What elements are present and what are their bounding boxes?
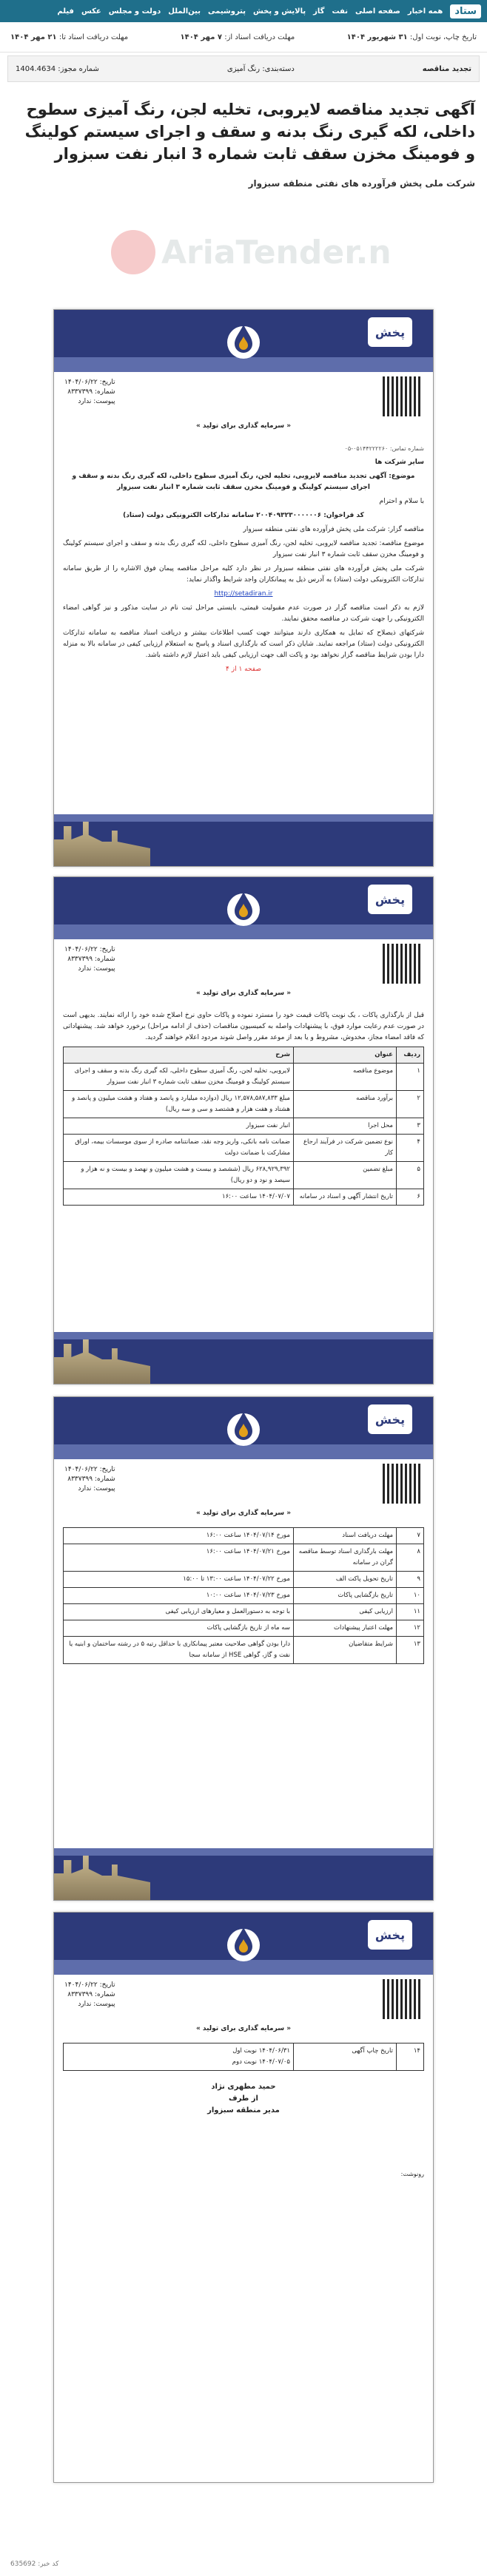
info-bar xyxy=(7,55,480,82)
slogan: « سرمایه گذاری برای تولید » xyxy=(195,2025,292,2032)
top-nav xyxy=(0,0,487,22)
news-id: 635692 :کد خبر xyxy=(10,2560,59,2568)
table-row xyxy=(64,1118,424,1135)
page-meta xyxy=(54,1459,433,1508)
table-cell: ۴ xyxy=(397,1135,424,1162)
table-cell: برآورد مناقصه xyxy=(294,1091,397,1118)
table-row xyxy=(64,1162,424,1189)
city-skyline-icon xyxy=(54,1856,150,1900)
paragraph-5: شرکتهای ذیصلاح که تمایل به همکاری دارند میتوانند جهت کسب اطلاعات بیشتر و دریافت اسناد مناقصه به سامانه تدارکات الکترونیکی دولت (ستاد) مراجعه نمایند. شایان ذکر است که بارگذاری اسناد و پاسخ به استعلام ارزیابی کیفی در سامانه بالا به منزله دارا بودن شرایط مناقصه گزار نخواهد بود و پاکت الف جهت ارزیابی کیفی باید اعتبار لازم داشته باشد. xyxy=(63,629,424,659)
table-cell: مهلت اعتبار پیشنهادات xyxy=(294,1620,397,1637)
table-cell: موضوع مناقصه xyxy=(294,1064,397,1091)
table-cell: سه ماه از تاریخ بازگشایی پاکات xyxy=(64,1620,294,1637)
oil-company-logo-icon xyxy=(226,888,261,929)
table-cell: مهلت دریافت اسناد xyxy=(294,1528,397,1544)
table-row xyxy=(64,1064,424,1091)
paragraph-4: لازم به ذکر است مناقصه گزار در صورت عدم مقبولیت قیمتی، بایستی مراحل ثبت نام در سایت مذکور و نیز گواهی امضاء الکترونیکی را جهت شرکت در مناقصه محقق نمایند. xyxy=(63,604,424,623)
signer-role: از طرف xyxy=(229,2095,258,2103)
qr-code-icon xyxy=(383,376,423,416)
site-logo[interactable]: ستاد xyxy=(450,4,481,18)
deadline-date: مهلت دریافت اسناد تا: ۲۱ مهر ۱۴۰۴ xyxy=(10,33,129,41)
table-cell: مبلغ تضمین xyxy=(294,1162,397,1189)
page-header xyxy=(54,1913,433,1975)
signer-title: مدیر منطقه سبزوار xyxy=(207,2106,280,2114)
page-footer xyxy=(54,814,433,866)
table-row xyxy=(64,2043,424,2071)
table-row xyxy=(64,1091,424,1118)
table-cell: لایروبی، تخلیه لجن، رنگ آمیزی سطوح داخلی، لکه گیری رنگ بدنه و سقف و اجرای سیستم کولینگ و فومینگ مخزن سقف ثابت شماره ۳ انبار نفت سبزوار xyxy=(64,1064,294,1091)
page-header xyxy=(54,310,433,372)
table-cell: ۶ xyxy=(397,1189,424,1206)
table-cell: ۱۴۰۴/۰۷/۰۷ ساعت ۱۶:۰۰ xyxy=(64,1189,294,1206)
table-cell: ۱۴ xyxy=(397,2043,424,2071)
category: دسته‌بندی: رنگ آمیزی xyxy=(226,64,295,73)
tender-code: کد فراخوان: ۲۰۰۴۰۹۳۲۳۰۰۰۰۰۰۶ سامانه تدارکات الکترونیکی دولت (ستاد) xyxy=(123,512,364,519)
oil-company-logo-icon xyxy=(226,320,261,362)
tender-type: تجدید مناقصه xyxy=(422,64,471,73)
table-cell: مورخ ۱۴۰۴/۰۷/۲۲ ساعت ۱۳:۰۰ تا ۱۵:۰۰ xyxy=(64,1572,294,1588)
table-cell: ۱ xyxy=(397,1064,424,1091)
table-cell: مورخ ۱۴۰۴/۰۷/۲۱ ساعت ۱۶:۰۰ xyxy=(64,1544,294,1572)
nav-item[interactable]: عکس xyxy=(81,7,101,16)
paragraph-3: شرکت ملی پخش فرآورده های نفتی منطقه سبزوار در نظر دارد کلیه مراحل مناقصه پیمان فوق الاشاره را از طریق سامانه تدارکات الکترونیکی دولت (ستاد) به آدرس ذیل به پیمانکاران واجد شرایط واگذار نماید: xyxy=(63,565,424,584)
nav-item[interactable]: بین‌الملل xyxy=(168,7,201,16)
slogan: « سرمایه گذاری برای تولید » xyxy=(195,422,292,430)
letter-body xyxy=(54,2037,433,2188)
table-cell: دارا بودن گواهی صلاحیت معتبر پیمانکاری با حداقل رتبه ۵ در رشته ساختمان و ابنیه یا نفت و گاز، گواهی HSE از سامانه سجا xyxy=(64,1637,294,1664)
cc-note: رونوشت: xyxy=(400,2171,424,2177)
table-row xyxy=(64,1604,424,1620)
table-cell: تاریخ تحویل پاکت الف xyxy=(294,1572,397,1588)
table-cell: انبار نفت سبزوار xyxy=(64,1118,294,1135)
document-page-4 xyxy=(53,1912,434,2483)
table-cell: ۲ xyxy=(397,1091,424,1118)
dates-row xyxy=(0,22,487,53)
city-skyline-icon xyxy=(54,822,150,866)
emblem-icon: پخش xyxy=(368,1920,412,1950)
table-cell: مهلت بارگذاری اسناد توسط مناقصه گران در سامانه xyxy=(294,1544,397,1572)
tender-table xyxy=(63,1047,424,1206)
nav-item[interactable]: دولت و مجلس xyxy=(108,7,161,16)
table-row xyxy=(64,1572,424,1588)
letter-meta: تاریخ: ۱۴۰۴/۰۶/۲۲ شماره: ۸۳۳۷۳۹۹ پیوست: ندارد xyxy=(64,379,115,405)
table-cell: ارزیابی کیفی xyxy=(294,1604,397,1620)
tender-table xyxy=(63,1527,424,1664)
slogan: « سرمایه گذاری برای تولید » xyxy=(195,1510,292,1517)
paragraph-1: مناقصه گزار: شرکت ملی پخش فرآورده های نفتی منطقه سبزوار xyxy=(243,526,424,533)
greeting: با سلام و احترام xyxy=(379,498,424,505)
page-footer xyxy=(54,1332,433,1384)
table-cell: ۹ xyxy=(397,1572,424,1588)
table-cell: ضمانت نامه بانکی، واریز وجه نقد، ضمانتنامه صادره از سوی موسسات بیمه، اوراق مشارکت با ضمانت دولت xyxy=(64,1135,294,1162)
emblem-icon: پخش xyxy=(368,885,412,914)
table-row xyxy=(64,1588,424,1604)
table-row xyxy=(64,1189,424,1206)
table-cell: با توجه به دستورالعمل و معیارهای ارزیابی کیفی xyxy=(64,1604,294,1620)
table-header: عنوان xyxy=(294,1047,397,1064)
table-row xyxy=(64,1135,424,1162)
emblem-icon: پخش xyxy=(368,1404,412,1434)
nav-item[interactable]: نفت xyxy=(332,7,349,16)
table-cell: ۵ xyxy=(397,1162,424,1189)
table-cell: مورخ ۱۴۰۴/۰۷/۲۳ ساعت ۱۰:۰۰ xyxy=(64,1588,294,1604)
slogan: « سرمایه گذاری برای تولید » xyxy=(195,990,292,997)
oil-company-logo-icon xyxy=(226,1407,261,1449)
qr-code-icon xyxy=(383,1979,423,2019)
table-row xyxy=(64,1528,424,1544)
page-meta xyxy=(54,1975,433,2024)
nav-menu xyxy=(57,7,443,16)
page-header xyxy=(54,1397,433,1459)
table-header: شرح xyxy=(64,1047,294,1064)
table-cell: نوع تضمین شرکت در فرآیند ارجاع کار xyxy=(294,1135,397,1162)
nav-item[interactable]: پالایش و پخش xyxy=(253,7,306,16)
license-number: شماره مجوز: 1404.4634 xyxy=(16,64,99,73)
intro-paragraph: قبل از بارگذاری پاکات ، یک نوبت پاکات قیمت خود را مسترد نموده و پاکات حاوی نرخ اصلاح شده خود را ارائه نمایند. بدیهی است در صورت عدم رعایت موارد فوق، با پیشنهادات واصله به کمیسیون مناقصات (حذف از ادامه مراحل) برخورد خواهد شد. پیشنهاداتی که فاقد امضاء مجاز، مخدوش، مشروط و یا بعد از موعد مقرر واصل شوند مردود اعلام خواهند گردید. xyxy=(63,1012,424,1041)
page-title: آگهی تجدید مناقصه لایروبی، تخلیه لجن، رنگ آمیزی سطوح داخلی، لکه گیری رنگ بدنه و سقف و اجرای سیستم کولینگ و فومینگ مخزن سقف ثابت شماره 3 انبار نفت سبزوار xyxy=(24,101,475,163)
table-header: ردیف xyxy=(397,1047,424,1064)
table-cell: ۳ xyxy=(397,1118,424,1135)
nav-item[interactable]: گاز xyxy=(313,7,325,16)
table-cell: ۱۴۰۴/۰۶/۳۱ نوبت اول ۱۴۰۴/۰۷/۰۵ نوبت دوم xyxy=(64,2043,294,2071)
document-page-3 xyxy=(53,1396,434,1901)
letter-body xyxy=(54,1521,433,1670)
signer-name: حمید مطهری نژاد xyxy=(211,2083,276,2091)
company-name: شرکت ملی پخش فرآورده های نفتی منطقه سبزوار xyxy=(248,178,475,189)
table-row xyxy=(64,1544,424,1572)
table-cell: محل اجرا xyxy=(294,1118,397,1135)
contact-ref: شماره تماس: ۰۵۱۴۴۲۲۲۲۶۰-۰۵ xyxy=(344,445,424,452)
tender-table xyxy=(63,2043,424,2071)
page-header xyxy=(54,877,433,939)
document-page-2 xyxy=(53,876,434,1385)
table-cell: تاریخ انتشار آگهی و اسناد در سامانه xyxy=(294,1189,397,1206)
letter-subject: موضوع: آگهی تجدید مناقصه لایروبی، تخلیه لجن، رنگ آمیزی سطوح داخلی، لکه گیری رنگ بدنه و سقف و اجرای سیستم کولینگ و فومینگ مخزن سقف ثابت شماره ۳ انبار نفت سبزوار xyxy=(72,473,415,491)
nav-item[interactable]: پتروشیمی xyxy=(208,7,246,16)
table-cell: ۱۳ xyxy=(397,1637,424,1664)
table-cell: تاریخ چاپ آگهی xyxy=(294,2043,397,2071)
print-date: تاریخ چاپ، نوبت اول: ۳۱ شهریور ۱۴۰۴ xyxy=(346,33,477,41)
table-cell: ۱۰ xyxy=(397,1588,424,1604)
table-row xyxy=(64,1637,424,1664)
emblem-icon: پخش xyxy=(368,317,412,347)
table-cell: ۶۲۸,۹۲۹,۳۹۲ ریال (ششصد و بیست و هشت میلیون و نهصد و بیست و نه هزار و سیصد و نود و دو ریال) xyxy=(64,1162,294,1189)
table-cell: ۸ xyxy=(397,1544,424,1572)
page-meta xyxy=(54,939,433,988)
page-footer xyxy=(54,1848,433,1900)
setad-link[interactable]: http://setadiran.ir xyxy=(214,590,273,598)
watermark: AriaTender.n xyxy=(111,219,481,285)
watermark-logo-icon xyxy=(111,230,155,274)
city-skyline-icon xyxy=(54,1339,150,1384)
letter-meta: تاریخ: ۱۴۰۴/۰۶/۲۲ شماره: ۸۳۳۷۳۹۹ پیوست: ندارد xyxy=(64,946,115,973)
nav-item[interactable]: همه اخبار xyxy=(407,7,443,16)
table-cell: مبلغ ۱۲,۵۷۸,۵۸۷,۸۳۳ ریال (دوازده میلیارد و پانصد و هفتاد و هشت میلیون و پانصد و هشتاد و هفت هزار و هشتصد و سی و سه ریال) xyxy=(64,1091,294,1118)
table-cell: مورخ ۱۴۰۴/۰۷/۱۴ ساعت ۱۶:۰۰ xyxy=(64,1528,294,1544)
letter-body xyxy=(54,434,433,684)
qr-code-icon xyxy=(383,1464,423,1504)
letter-meta: تاریخ: ۱۴۰۴/۰۶/۲۲ شماره: ۸۳۳۷۳۹۹ پیوست: ندارد xyxy=(64,1981,115,2008)
recipient: سایر شرکت ها xyxy=(375,459,424,466)
document-page-1 xyxy=(53,309,434,867)
table-cell: شرایط متقاضیان xyxy=(294,1637,397,1664)
table-cell: ۱۲ xyxy=(397,1620,424,1637)
letter-meta: تاریخ: ۱۴۰۴/۰۶/۲۲ شماره: ۸۳۳۷۳۹۹ پیوست: ندارد xyxy=(64,1466,115,1492)
nav-item[interactable]: فیلم xyxy=(57,7,74,16)
oil-company-logo-icon xyxy=(226,1923,261,1964)
qr-code-icon xyxy=(383,944,423,984)
table-cell: تاریخ بازگشایی پاکات xyxy=(294,1588,397,1604)
page-meta xyxy=(54,372,433,421)
letter-body xyxy=(54,1001,433,1211)
table-cell: ۱۱ xyxy=(397,1604,424,1620)
table-cell: ۷ xyxy=(397,1528,424,1544)
page-number: صفحه ۱ از ۴ xyxy=(226,666,261,673)
paragraph-2: موضوع مناقصه: تجدید مناقصه لایروبی، تخلیه لجن، رنگ آمیزی سطوح داخلی، لکه گیری رنگ بدنه و سقف و اجرای سیستم کولینگ و فومینگ مخزن سقف ثابت شماره ۳ انبار نفت سبزوار xyxy=(63,540,424,558)
nav-item[interactable]: صفحه اصلی xyxy=(355,7,400,16)
signature-block xyxy=(63,2081,424,2117)
table-row xyxy=(64,1620,424,1637)
receive-date: مهلت دریافت اسناد از: ۷ مهر ۱۴۰۴ xyxy=(180,33,295,41)
